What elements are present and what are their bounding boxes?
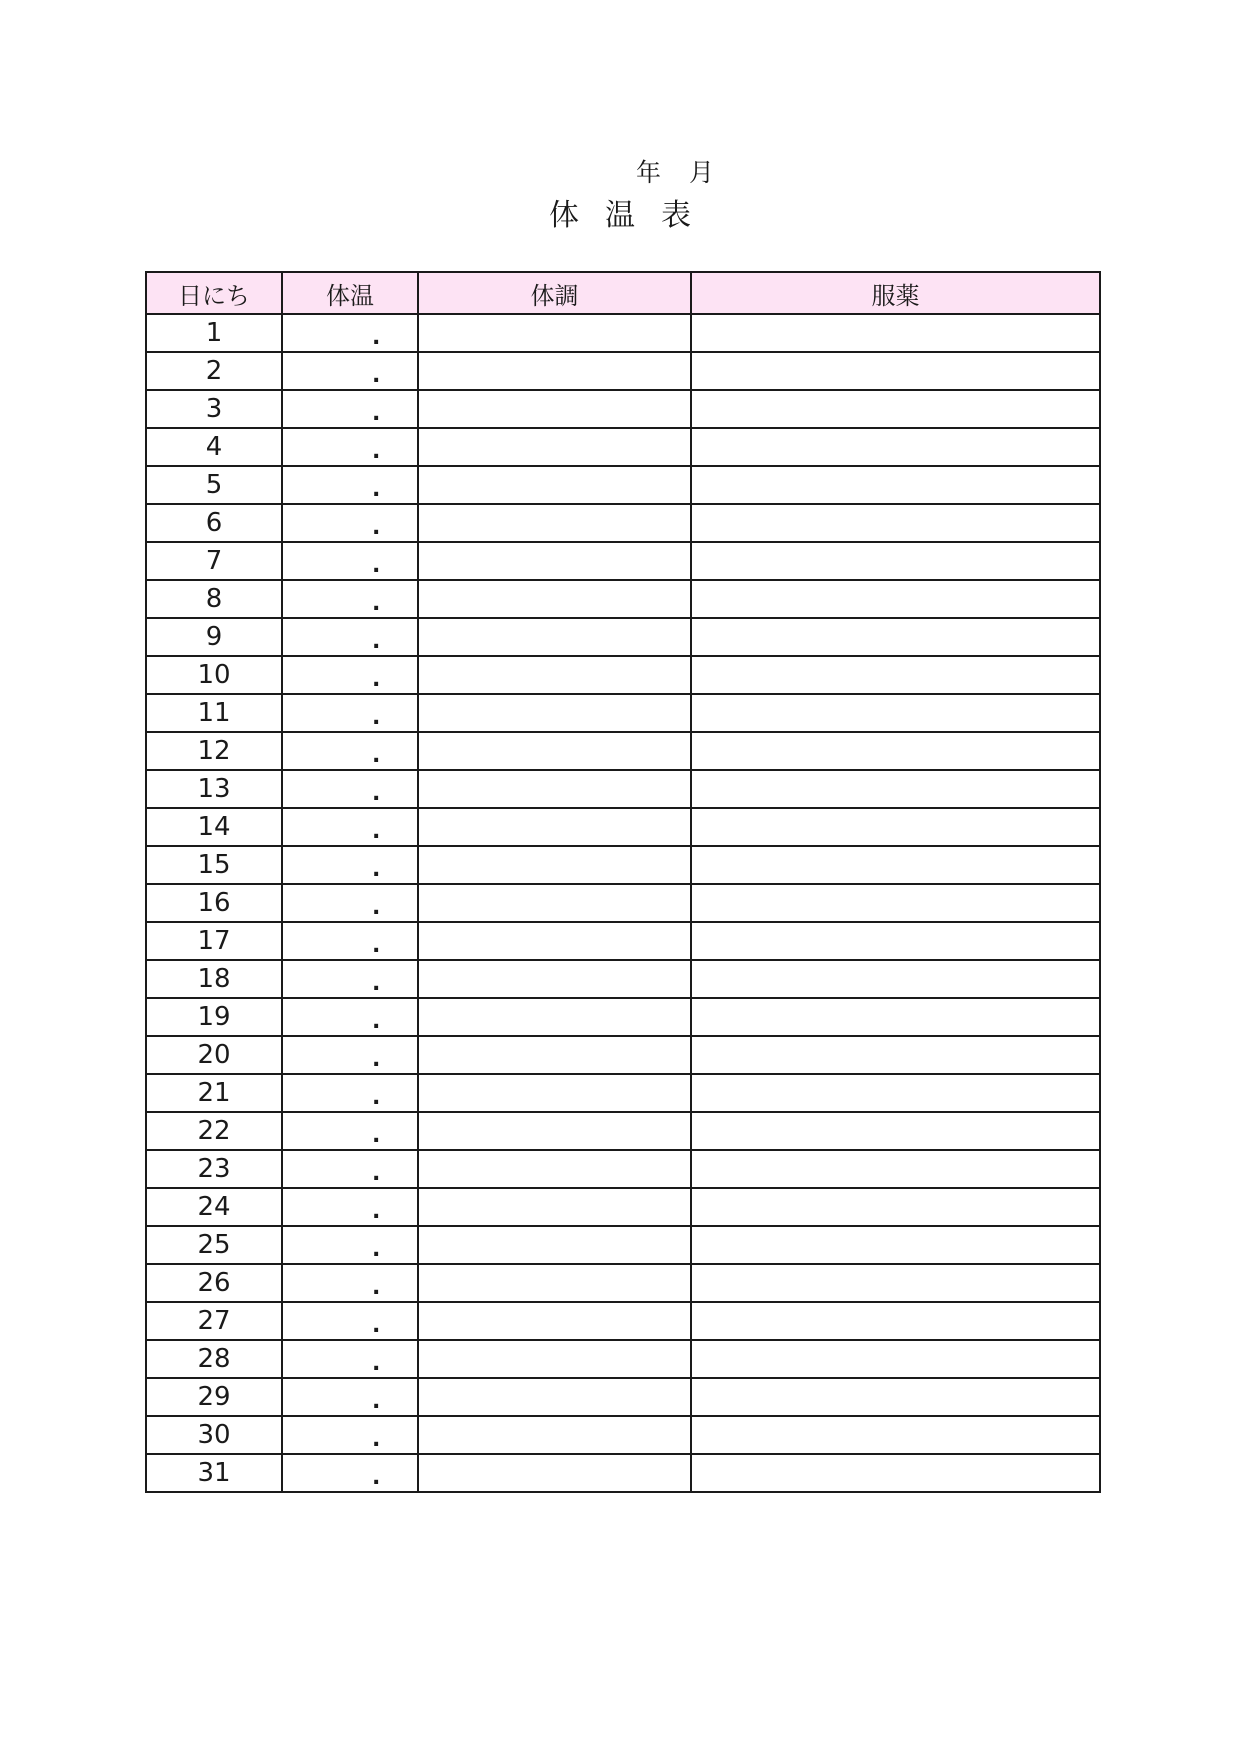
temperature-cell[interactable] <box>282 1264 418 1302</box>
temperature-cell[interactable] <box>282 1340 418 1378</box>
condition-cell[interactable] <box>418 504 691 542</box>
condition-cell[interactable] <box>418 390 691 428</box>
day-cell: 21 <box>146 1074 282 1112</box>
medication-cell[interactable] <box>691 1226 1100 1264</box>
condition-cell[interactable] <box>418 960 691 998</box>
decimal-point: . <box>372 1351 381 1376</box>
day-cell: 26 <box>146 1264 282 1302</box>
condition-cell[interactable] <box>418 1454 691 1492</box>
decimal-point: . <box>372 1009 381 1034</box>
temperature-cell[interactable] <box>282 656 418 694</box>
temperature-cell[interactable] <box>282 884 418 922</box>
table-row <box>146 1188 1100 1226</box>
title-char-2: 温 <box>605 198 635 233</box>
decimal-point: . <box>372 1313 381 1338</box>
table-row <box>146 580 1100 618</box>
day-cell: 1 <box>146 314 282 352</box>
table-row <box>146 1378 1100 1416</box>
temperature-cell[interactable] <box>282 1226 418 1264</box>
medication-cell[interactable] <box>691 428 1100 466</box>
day-cell: 20 <box>146 1036 282 1074</box>
temperature-cell[interactable] <box>282 770 418 808</box>
temperature-cell[interactable] <box>282 1150 418 1188</box>
decimal-point: . <box>372 401 381 426</box>
table-row <box>146 1302 1100 1340</box>
table-row <box>146 1340 1100 1378</box>
temperature-cell[interactable] <box>282 542 418 580</box>
condition-cell[interactable] <box>418 1036 691 1074</box>
table-row <box>146 1036 1100 1074</box>
condition-cell[interactable] <box>418 656 691 694</box>
day-cell: 5 <box>146 466 282 504</box>
page-title <box>549 196 691 236</box>
temperature-cell[interactable] <box>282 694 418 732</box>
table-row <box>146 1074 1100 1112</box>
condition-cell[interactable] <box>418 770 691 808</box>
table-row <box>146 1112 1100 1150</box>
medication-cell[interactable] <box>691 922 1100 960</box>
day-cell: 15 <box>146 846 282 884</box>
medication-cell[interactable] <box>691 1150 1100 1188</box>
medication-cell[interactable] <box>691 466 1100 504</box>
decimal-point: . <box>372 1085 381 1110</box>
decimal-point: . <box>372 439 381 464</box>
table-row <box>146 504 1100 542</box>
day-cell: 8 <box>146 580 282 618</box>
condition-cell[interactable] <box>418 580 691 618</box>
medication-cell[interactable] <box>691 1416 1100 1454</box>
medication-cell[interactable] <box>691 770 1100 808</box>
table-row <box>146 846 1100 884</box>
table-row <box>146 770 1100 808</box>
medication-cell[interactable] <box>691 352 1100 390</box>
condition-cell[interactable] <box>418 1226 691 1264</box>
table-row <box>146 1416 1100 1454</box>
decimal-point: . <box>372 857 381 882</box>
decimal-point: . <box>372 629 381 654</box>
temperature-table <box>145 271 1101 1493</box>
condition-cell[interactable] <box>418 884 691 922</box>
medication-cell[interactable] <box>691 390 1100 428</box>
decimal-point: . <box>372 1465 381 1490</box>
temperature-cell[interactable] <box>282 1074 418 1112</box>
decimal-point: . <box>372 743 381 768</box>
day-cell: 30 <box>146 1416 282 1454</box>
decimal-point: . <box>372 591 381 616</box>
medication-cell[interactable] <box>691 884 1100 922</box>
condition-cell[interactable] <box>418 1378 691 1416</box>
medication-cell[interactable] <box>691 1188 1100 1226</box>
decimal-point: . <box>372 1047 381 1072</box>
medication-cell[interactable] <box>691 1302 1100 1340</box>
decimal-point: . <box>372 1389 381 1414</box>
day-cell: 19 <box>146 998 282 1036</box>
medication-cell[interactable] <box>691 1036 1100 1074</box>
decimal-point: . <box>372 705 381 730</box>
condition-cell[interactable] <box>418 1188 691 1226</box>
day-cell: 27 <box>146 1302 282 1340</box>
medication-cell[interactable] <box>691 1340 1100 1378</box>
temperature-cell[interactable] <box>282 580 418 618</box>
medication-cell[interactable] <box>691 694 1100 732</box>
table-row <box>146 428 1100 466</box>
decimal-point: . <box>372 1123 381 1148</box>
medication-cell[interactable] <box>691 732 1100 770</box>
day-cell: 16 <box>146 884 282 922</box>
table-row <box>146 542 1100 580</box>
day-cell: 17 <box>146 922 282 960</box>
decimal-point: . <box>372 667 381 692</box>
decimal-point: . <box>372 971 381 996</box>
medication-cell[interactable] <box>691 1264 1100 1302</box>
table-row <box>146 466 1100 504</box>
temperature-cell[interactable] <box>282 922 418 960</box>
decimal-point: . <box>372 325 381 350</box>
temperature-cell[interactable] <box>282 1112 418 1150</box>
condition-cell[interactable] <box>418 922 691 960</box>
temperature-cell[interactable] <box>282 504 418 542</box>
day-cell: 28 <box>146 1340 282 1378</box>
decimal-point: . <box>372 477 381 502</box>
condition-cell[interactable] <box>418 998 691 1036</box>
table-row <box>146 922 1100 960</box>
year-month-line <box>636 156 714 190</box>
day-cell: 6 <box>146 504 282 542</box>
temperature-cell[interactable] <box>282 428 418 466</box>
table-row <box>146 1150 1100 1188</box>
temperature-cell[interactable] <box>282 846 418 884</box>
condition-cell[interactable] <box>418 732 691 770</box>
decimal-point: . <box>372 515 381 540</box>
day-cell: 23 <box>146 1150 282 1188</box>
day-cell: 9 <box>146 618 282 656</box>
day-cell: 12 <box>146 732 282 770</box>
column-header-medication: 服薬 <box>691 272 1100 314</box>
title-char-1: 体 <box>549 198 579 233</box>
decimal-point: . <box>372 1161 381 1186</box>
condition-cell[interactable] <box>418 846 691 884</box>
table-row <box>146 960 1100 998</box>
temperature-cell[interactable] <box>282 998 418 1036</box>
table-row <box>146 1264 1100 1302</box>
table-row <box>146 808 1100 846</box>
column-header-date: 日にち <box>146 272 282 314</box>
title-char-3: 表 <box>661 198 691 233</box>
table-row <box>146 390 1100 428</box>
decimal-point: . <box>372 553 381 578</box>
day-cell: 13 <box>146 770 282 808</box>
temperature-cell[interactable] <box>282 314 418 352</box>
condition-cell[interactable] <box>418 542 691 580</box>
day-cell: 11 <box>146 694 282 732</box>
condition-cell[interactable] <box>418 1150 691 1188</box>
condition-cell[interactable] <box>418 1264 691 1302</box>
condition-cell[interactable] <box>418 466 691 504</box>
temperature-cell[interactable] <box>282 1454 418 1492</box>
condition-cell[interactable] <box>418 1112 691 1150</box>
decimal-point: . <box>372 895 381 920</box>
day-cell: 18 <box>146 960 282 998</box>
temperature-cell[interactable] <box>282 618 418 656</box>
medication-cell[interactable] <box>691 314 1100 352</box>
medication-cell[interactable] <box>691 656 1100 694</box>
decimal-point: . <box>372 819 381 844</box>
day-cell: 7 <box>146 542 282 580</box>
table-body <box>146 314 1100 1492</box>
condition-cell[interactable] <box>418 618 691 656</box>
condition-cell[interactable] <box>418 694 691 732</box>
condition-cell[interactable] <box>418 1302 691 1340</box>
table-row <box>146 314 1100 352</box>
table-row <box>146 694 1100 732</box>
decimal-point: . <box>372 1199 381 1224</box>
temperature-cell[interactable] <box>282 1188 418 1226</box>
decimal-point: . <box>372 363 381 388</box>
decimal-point: . <box>372 1237 381 1262</box>
decimal-point: . <box>372 1275 381 1300</box>
temperature-cell[interactable] <box>282 1036 418 1074</box>
temperature-cell[interactable] <box>282 1378 418 1416</box>
day-cell: 29 <box>146 1378 282 1416</box>
medication-cell[interactable] <box>691 1112 1100 1150</box>
condition-cell[interactable] <box>418 314 691 352</box>
medication-cell[interactable] <box>691 808 1100 846</box>
medication-cell[interactable] <box>691 960 1100 998</box>
condition-cell[interactable] <box>418 428 691 466</box>
temperature-cell[interactable] <box>282 808 418 846</box>
column-header-condition: 体調 <box>418 272 691 314</box>
month-label: 月 <box>689 158 715 187</box>
table-row <box>146 732 1100 770</box>
condition-cell[interactable] <box>418 1340 691 1378</box>
medication-cell[interactable] <box>691 998 1100 1036</box>
temperature-cell[interactable] <box>282 1302 418 1340</box>
temperature-cell[interactable] <box>282 390 418 428</box>
decimal-point: . <box>372 1427 381 1452</box>
table-row <box>146 352 1100 390</box>
temperature-cell[interactable] <box>282 352 418 390</box>
condition-cell[interactable] <box>418 808 691 846</box>
table-row <box>146 618 1100 656</box>
column-header-temperature: 体温 <box>282 272 418 314</box>
medication-cell[interactable] <box>691 504 1100 542</box>
day-cell: 10 <box>146 656 282 694</box>
condition-cell[interactable] <box>418 1074 691 1112</box>
day-cell: 3 <box>146 390 282 428</box>
day-cell: 22 <box>146 1112 282 1150</box>
day-cell: 25 <box>146 1226 282 1264</box>
day-cell: 14 <box>146 808 282 846</box>
day-cell: 24 <box>146 1188 282 1226</box>
medication-cell[interactable] <box>691 846 1100 884</box>
table-row <box>146 998 1100 1036</box>
condition-cell[interactable] <box>418 1416 691 1454</box>
medication-cell[interactable] <box>691 542 1100 580</box>
table-row <box>146 884 1100 922</box>
medication-cell[interactable] <box>691 580 1100 618</box>
temperature-cell[interactable] <box>282 1416 418 1454</box>
day-cell: 2 <box>146 352 282 390</box>
day-cell: 31 <box>146 1454 282 1492</box>
medication-cell[interactable] <box>691 1378 1100 1416</box>
temperature-cell[interactable] <box>282 466 418 504</box>
table-header-row <box>146 272 1100 314</box>
table-row <box>146 1226 1100 1264</box>
medication-cell[interactable] <box>691 618 1100 656</box>
temperature-cell[interactable] <box>282 732 418 770</box>
decimal-point: . <box>372 933 381 958</box>
decimal-point: . <box>372 781 381 806</box>
temperature-cell[interactable] <box>282 960 418 998</box>
medication-cell[interactable] <box>691 1454 1100 1492</box>
day-cell: 4 <box>146 428 282 466</box>
year-label: 年 <box>636 158 662 187</box>
condition-cell[interactable] <box>418 352 691 390</box>
medication-cell[interactable] <box>691 1074 1100 1112</box>
table-row <box>146 656 1100 694</box>
table-row <box>146 1454 1100 1492</box>
